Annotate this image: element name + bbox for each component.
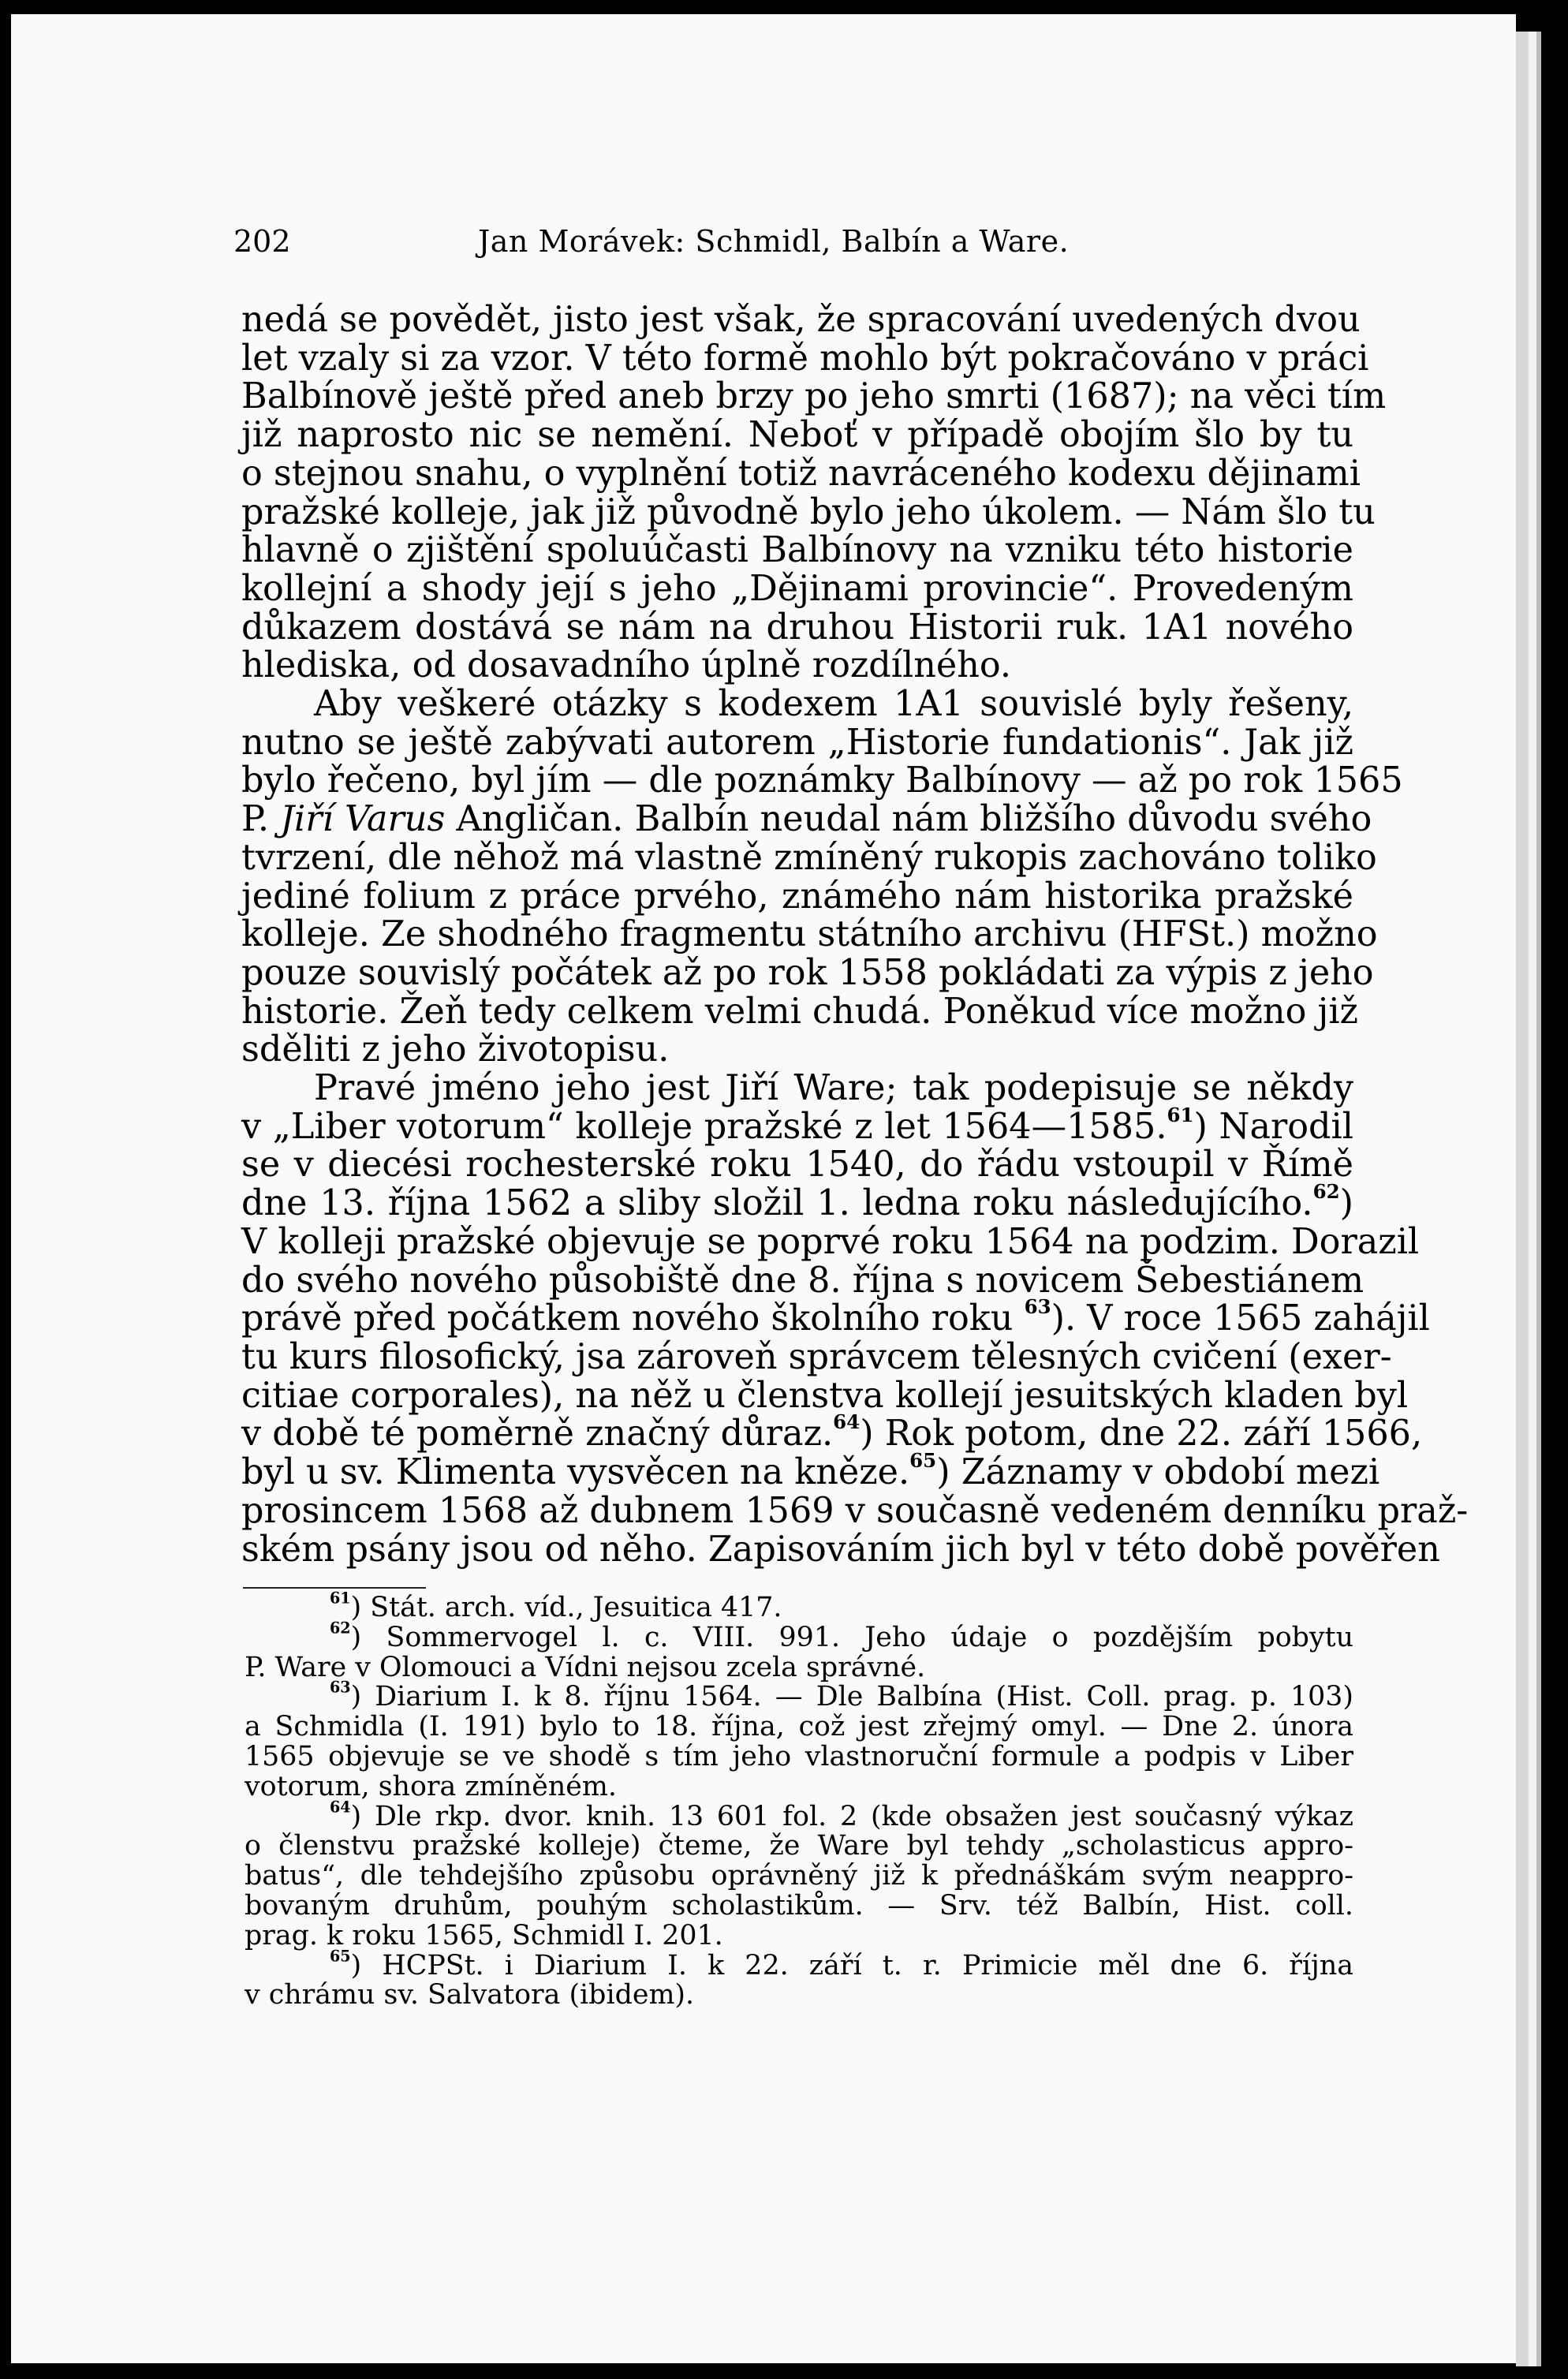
text-line: bylo řečeno, byl jím — dle poznámky Balbínovy — až po rok 1565 (241, 760, 1403, 801)
text-segment: právě před počátkem nového školního roku (241, 1298, 1014, 1339)
text-line (241, 1449, 1380, 1493)
footnote-line: o členstvu pražské kolleje) čteme, že Ware byl tehdy „scholasticus appro- (245, 1830, 1353, 1862)
text-segment: v „Liber votorum“ kolleje pražské z let 1564—1585. (241, 1106, 1167, 1147)
footnote-line: a Schmidla (I. 191) bylo to 18. října, což jest zřejmý omyl. — Dne 2. února (245, 1711, 1353, 1743)
text-line: citiae corporales), na něž u členstva kollejí jesuitských kladen byl (241, 1375, 1409, 1416)
footnote-text: ) HCPSt. i Diarium I. k 22. září t. r. Primicie měl dne 6. října (350, 1949, 1353, 1981)
footnote-line (245, 1619, 1353, 1653)
footnote-ref: 64 (833, 1410, 861, 1434)
text-line: historie. Žeň tedy celkem velmi chudá. Poněkud více možno již (241, 991, 1359, 1032)
text-segment: dne 13. října 1562 a sliby složil 1. ledna roku následujícího. (241, 1183, 1313, 1224)
page-number: 202 (233, 224, 291, 259)
running-title: Jan Morávek: Schmidl, Balbín a Ware. (478, 224, 1070, 259)
text-line: pouze souvislý počátek až po rok 1558 pokládati za výpis z jeho (241, 952, 1374, 993)
text-line: jediné folium z práce prvého, známého nám historika pražské (241, 876, 1353, 917)
text-line (241, 1103, 1353, 1147)
footnote-text: ) Sommervogel l. c. VIII. 991. Jeho údaje o pozdějším pobytu (350, 1621, 1353, 1653)
footnote-number: 62 (330, 1619, 351, 1638)
text-line: nedá se povědět, jisto jest však, že spracování uvedených dvou (241, 300, 1361, 340)
footnote-line: v chrámu sv. Salvatora (ibidem). (245, 1979, 695, 2011)
text-line: Balbínově ještě před aneb brzy po jeho smrti (1687); na věci tím (241, 376, 1387, 417)
text-line: V kolleji pražské objevuje se poprvé roku 1564 na podzim. Dorazil (241, 1221, 1420, 1262)
footnote-ref: 61 (1167, 1103, 1194, 1126)
text-segment: ). V roce 1565 zahájil (1051, 1298, 1430, 1339)
text-line: do svého nového působiště dne 8. října s novicem Šebestiánem (241, 1260, 1365, 1301)
footnote-number: 61 (330, 1589, 351, 1608)
text-segment: P. (241, 799, 281, 840)
text-segment: ) Záznamy v období mezi (936, 1452, 1380, 1493)
footnote-ref: 63 (1024, 1295, 1051, 1319)
text-segment: ) Rok potom, dne 22. září 1566, (860, 1414, 1423, 1455)
text-line: o stejnou snahu, o vyplnění totiž navráceného kodexu dějinami (241, 453, 1361, 494)
text-line (241, 1180, 1353, 1224)
footnote-number: 63 (330, 1679, 351, 1697)
footnote-line (245, 1798, 1353, 1832)
footnote-line: bovaným druhům, pouhým scholastikům. — Srv. též Balbín, Hist. coll. (245, 1889, 1353, 1922)
text-segment: v době té poměrně značný důraz. (241, 1414, 834, 1455)
text-segment: ) Narodil (1193, 1106, 1353, 1147)
footnote-line (245, 1947, 1353, 1981)
text-segment: byl u sv. Klimenta vysvěcen na kněze. (241, 1452, 910, 1493)
text-line: hlediska, od dosavadního úplně rozdílného. (241, 645, 1012, 686)
footnote-text: ) Diarium I. k 8. říjnu 1564. — Dle Balbína (Hist. Coll. prag. p. 103) (350, 1681, 1353, 1713)
text-line: hlavně o zjištění spoluúčasti Balbínovy na vzniku této historie (241, 530, 1353, 571)
footnote-line: P. Ware v Olomouci a Vídni nejsou zcela správné. (245, 1651, 926, 1683)
text-line: již naprosto nic se nemění. Neboť v případě obojím šlo by tu (241, 415, 1353, 456)
text-line (241, 799, 1372, 840)
text-line: se v diecési rochesterské roku 1540, do řádu vstoupil v Římě (241, 1145, 1353, 1186)
footnote-line: prag. k roku 1565, Schmidl I. 201. (245, 1919, 723, 1951)
footnote-line: 1565 objevuje se ve shodě s tím jeho vlastnoruční formule a podpis v Liber (245, 1740, 1353, 1772)
footnote-number: 64 (330, 1798, 351, 1817)
text-line: pražské kolleje, jak již původně bylo jeho úkolem. — Nám šlo tu (241, 491, 1376, 532)
text-line: kolleje. Ze shodného fragmentu státního archivu (HFSt.) možno (241, 914, 1378, 955)
text-segment: Angličan. Balbín neudal nám bližšího důvodu svého (445, 799, 1372, 840)
footnote-line (245, 1679, 1353, 1713)
text-line: tvrzení, dle něhož má vlastně zmíněný rukopis zachováno toliko (241, 837, 1377, 878)
text-line: Pravé jméno jeho jest Jiří Ware; tak podepisuje se někdy (314, 1068, 1353, 1109)
footnote-ref: 65 (909, 1449, 937, 1473)
footnote-ref: 62 (1312, 1180, 1340, 1204)
text-line: let vzaly si za vzor. V této formě mohlo být pokračováno v práci (241, 338, 1369, 379)
footnote-text: ) Stát. arch. víd., Jesuitica 417. (350, 1592, 782, 1623)
footnote-text: ) Dle rkp. dvor. knih. 13 601 fol. 2 (kde obsažen jest současný výkaz (350, 1800, 1353, 1832)
text-line (241, 1295, 1430, 1339)
text-line (241, 1410, 1423, 1455)
text-line: kollejní a shody její s jeho „Dějinami provincie“. Provedeným (241, 568, 1353, 609)
footnote-number: 65 (330, 1947, 351, 1966)
page-edge (1536, 32, 1541, 2366)
page-edge (1516, 32, 1529, 2366)
body-text (241, 300, 1469, 1570)
footnote-line (245, 1589, 1353, 1623)
page-edge (1529, 32, 1536, 2366)
text-line: důkazem dostává se nám na druhou Historii ruk. 1A1 nového (241, 607, 1353, 648)
footnotes (245, 1589, 1353, 2011)
footnote-line: votorum, shora zmíněném. (245, 1770, 617, 1802)
text-line: prosincem 1568 až dubnem 1569 v současně vedeném denníku praž- (241, 1490, 1469, 1531)
text-line: sděliti z jeho životopisu. (241, 1029, 670, 1070)
italic-name: Jiří Varus (280, 799, 446, 840)
text-line: Aby veškeré otázky s kodexem 1A1 souvislé byly řešeny, (314, 684, 1353, 725)
text-line: ském psány jsou od něho. Zapisováním jich byl v této době pověřen (241, 1529, 1440, 1570)
text-segment: ) (1339, 1183, 1353, 1224)
text-line: tu kurs filosofický, jsa zároveň správcem tělesných cvičení (exer- (241, 1336, 1392, 1377)
text-line: nutno se ještě zabývati autorem „Historie fundationis“. Jak již (241, 722, 1353, 763)
footnote-line: batus“, dle tehdejšího způsobu oprávněný již k přednáškám svým neappro- (245, 1860, 1353, 1892)
footnote-divider (243, 1587, 426, 1589)
